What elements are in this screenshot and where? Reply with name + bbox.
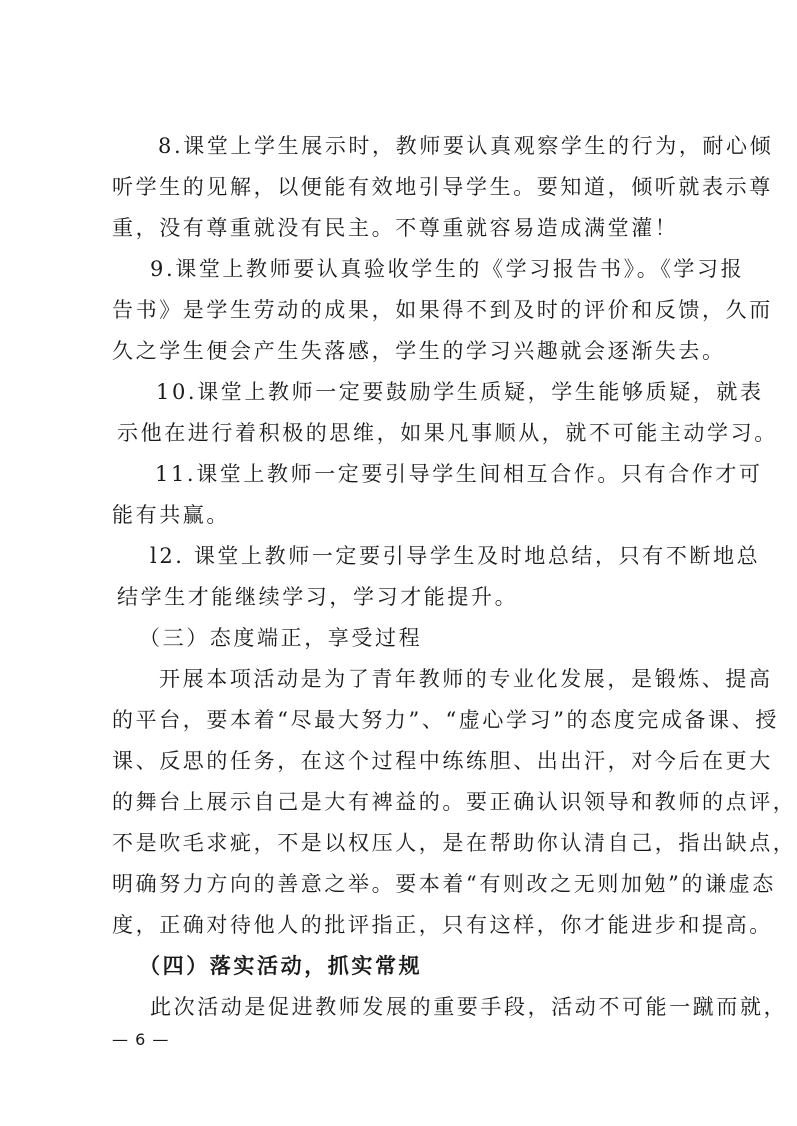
section-four-line-1: 此次活动是促进教师发展的重要手段，活动不可能一蹴而就， [150,995,788,1019]
section-heading-four: （四）落实活动，抓实常规 [139,954,423,978]
section-heading-three: （三）态度端正，享受过程 [139,626,423,650]
paragraph-11-line-2: 能有共赢。 [112,503,230,527]
paragraph-12-line-1: l2. 课堂上教师一定要引导学生及时地总结，只有不断地总 [150,544,761,568]
paragraph-8-line-3: 重，没有尊重就没有民主。不尊重就容易造成满堂灌！ [112,216,679,240]
section-three-line-5: 不是吹毛求疵，不是以权压人，是在帮助你认清自己，指出缺点， [112,831,797,855]
paragraph-10-line-2: 示他在进行着积极的思维，如果凡事顺从，就不可能主动学习。 [117,421,778,445]
page-number: — 6 — [112,1030,170,1049]
paragraph-10-line-1: 10.课堂上教师一定要鼓励学生质疑，学生能够质疑，就表 [156,380,764,404]
section-three-line-6: 明确努力方向的善意之举。要本着“有则改之无则加勉”的谦虚态 [112,872,776,896]
section-three-line-2: 的平台，要本着“尽最大努力”、“虚心学习”的态度完成备课、授 [112,708,779,732]
paragraph-9-line-2: 告书》是学生劳动的成果，如果得不到及时的评价和反馈，久而 [112,298,773,322]
section-three-line-3: 课、反思的任务，在这个过程中练练胆、出出汗，对今后在更大 [112,749,773,773]
section-three-line-1: 开展本项活动是为了青年教师的专业化发展，是锻炼、提高 [159,667,773,691]
paragraph-8-line-2: 听学生的见解，以便能有效地引导学生。要知道，倾听就表示尊 [112,175,773,199]
paragraph-9-line-3: 久之学生便会产生失落感，学生的学习兴趣就会逐渐失去。 [112,339,726,363]
paragraph-9-line-1: 9.课堂上教师要认真验收学生的《学习报告书》。《学习报 [150,257,745,281]
paragraph-8-line-1: 8.课堂上学生展示时，教师要认真观察学生的行为，耐心倾 [158,134,774,158]
section-three-line-4: 的舞台上展示自己是大有裨益的。要正确认识领导和教师的点评， [112,790,797,814]
paragraph-11-line-1: 11.课堂上教师一定要引导学生间相互合作。只有合作才可 [155,462,763,486]
section-three-line-7: 度，正确对待他人的批评指正，只有这样，你才能进步和提高。 [112,913,773,937]
paragraph-12-line-2: 结学生才能继续学习，学习才能提升。 [117,585,519,609]
